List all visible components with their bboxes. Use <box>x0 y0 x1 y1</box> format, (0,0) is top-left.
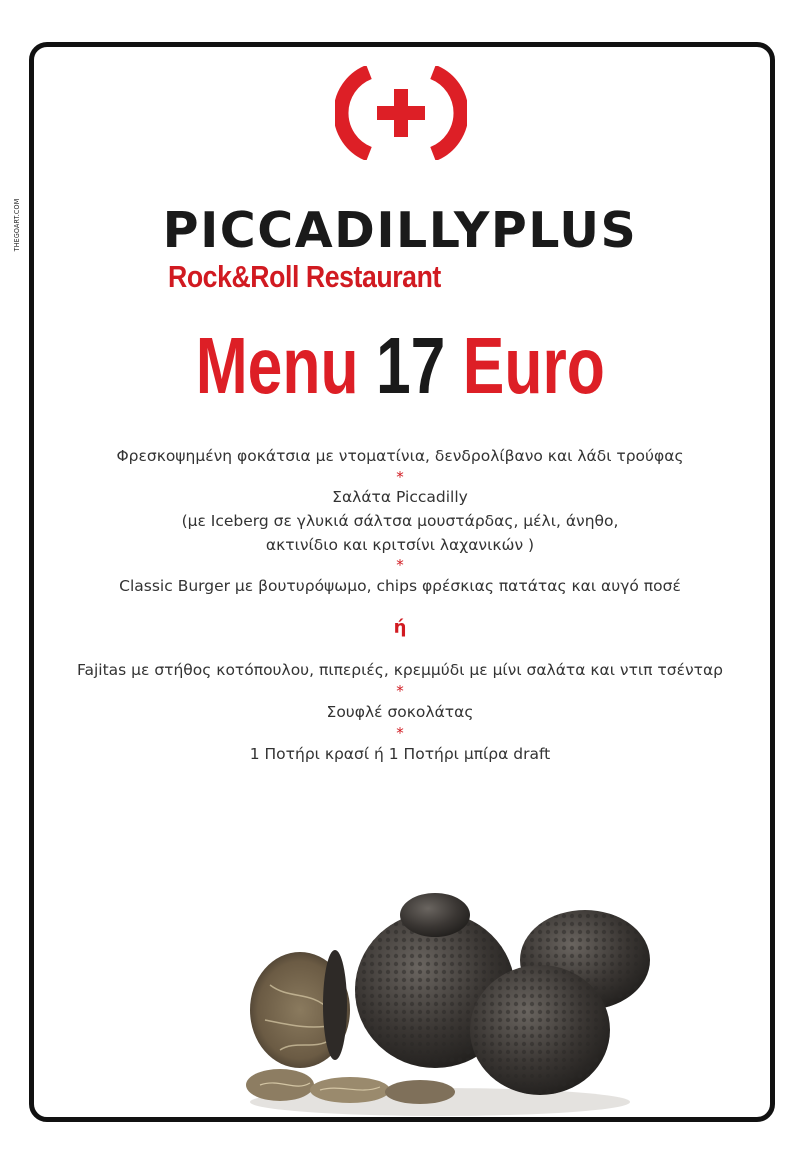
brand-tagline: Rock&Roll Restaurant <box>168 259 441 294</box>
truffles-photo <box>240 880 680 1120</box>
menu-title <box>0 318 800 414</box>
menu-item-burger: Classic Burger με βουτυρόψωμο, chips φρέσκιας πατάτας και αυγό ποσέ <box>119 577 681 595</box>
or-separator: ή <box>393 617 407 638</box>
menu-title-price: 17 <box>375 321 446 410</box>
separator-star: * <box>396 682 404 700</box>
menu-item-salad-desc-1: (με Iceberg σε γλυκιά σάλτσα μουστάρδας, μέλι, άνηθο, <box>181 512 619 530</box>
separator-star: * <box>396 468 404 486</box>
menu-item-salad: Σαλάτα Piccadilly <box>332 488 468 506</box>
menu-item-fajitas: Fajitas με στήθος κοτόπουλου, πιπεριές, κρεμμύδι με μίνι σαλάτα και ντιπ τσένταρ <box>76 661 724 679</box>
menu-item-salad-desc-2: ακτινίδιο και κριτσίνι λαχανικών ) <box>265 536 535 554</box>
menu-item-drink: 1 Ποτήρι κρασί ή 1 Ποτήρι μπίρα draft <box>249 745 551 763</box>
side-credit-text: THEGOART.COM <box>13 198 21 252</box>
menu-items <box>34 443 766 767</box>
plus-in-brackets-logo-icon <box>335 66 467 160</box>
menu-title-word: Menu <box>195 321 359 410</box>
menu-title-currency: Euro <box>462 321 605 410</box>
separator-star: * <box>396 556 404 574</box>
brand-name: PICCADILLYPLUS <box>162 202 638 259</box>
separator-star: * <box>396 724 404 742</box>
menu-item-dessert: Σουφλέ σοκολάτας <box>326 703 474 721</box>
menu-item-focaccia: Φρεσκοψημένη φοκάτσια με ντοματίνια, δενδρολίβανο και λάδι τρούφας <box>116 447 684 465</box>
